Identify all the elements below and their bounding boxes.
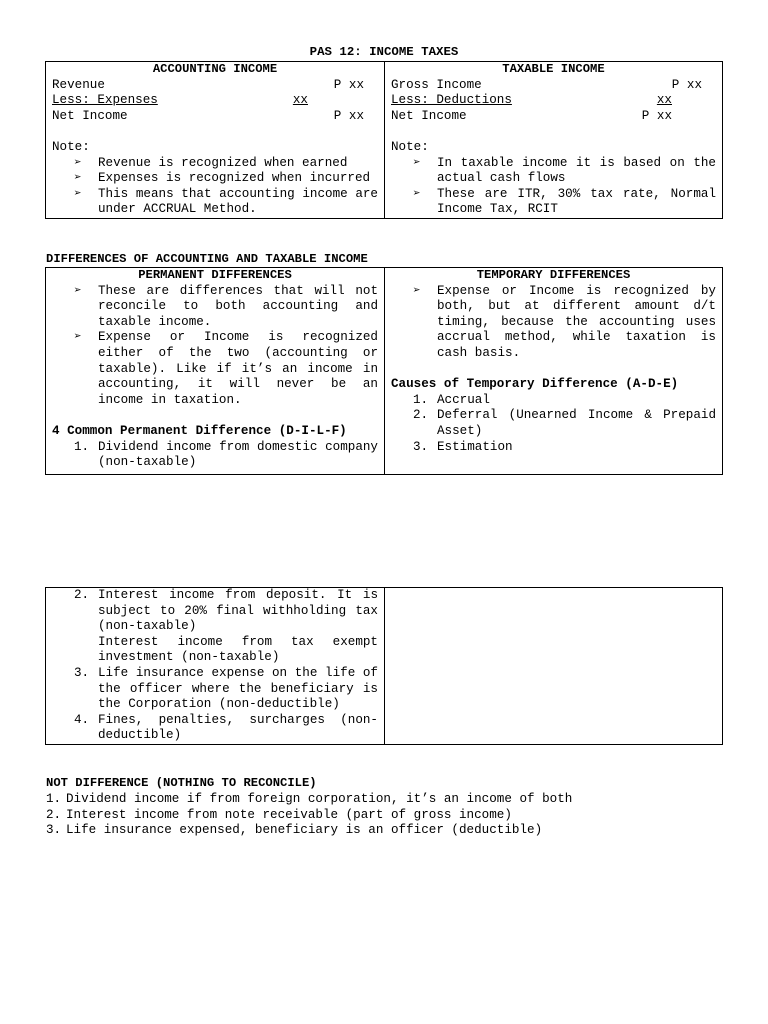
list-item: ➢ In taxable income it is based on the actual cash flows <box>413 155 716 186</box>
row-amount: xx <box>656 93 672 108</box>
list-item: 4. Fines, penalties, surcharges (non-deductible) <box>74 712 378 743</box>
list-item: 1. Dividend income if from foreign corporation, it’s an income of both <box>46 792 573 806</box>
list-item: ➢ Expense or Income is recognized either of the two (accounting or taxable). Like if it’s an income in accounting, it will never be an income in taxation. <box>74 330 378 407</box>
row-label: Net Income <box>391 108 467 123</box>
page-title: PAS 12: INCOME TAXES <box>309 45 459 59</box>
row-label: Less: Expenses <box>52 93 158 108</box>
less-expenses-row <box>52 93 308 109</box>
arrow-bullet-icon: ➢ <box>74 283 82 298</box>
less-deductions-row <box>391 93 672 109</box>
list-item: ➢ Expenses is recognized when incurred <box>74 171 371 186</box>
taxable-income-cell <box>385 62 723 219</box>
arrow-bullet-icon: ➢ <box>413 186 421 201</box>
accounting-income-cell <box>46 62 385 219</box>
row-amount: xx <box>292 93 308 108</box>
not-difference-title: NOT DIFFERENCE (NOTHING TO RECONCILE) <box>46 776 317 790</box>
permanent-differences-header: PERMANENT DIFFERENCES <box>138 268 292 282</box>
list-item: 3. Life insurance expense on the life of the officer where the beneficiary is the Corporation (non-deductible) <box>74 665 378 712</box>
arrow-bullet-icon: ➢ <box>413 155 421 170</box>
row-amount: P xx <box>671 77 702 92</box>
arrow-bullet-icon: ➢ <box>74 330 82 345</box>
list-item: ➢ This means that accounting income are under ACCRUAL Method. <box>74 186 378 217</box>
permanent-differences-cell <box>46 268 385 475</box>
net-income-row <box>52 109 378 125</box>
permanent-bullets <box>52 284 378 409</box>
temporary-items <box>391 393 716 455</box>
arrow-bullet-icon: ➢ <box>74 186 82 201</box>
row-amount: P xx <box>333 77 364 92</box>
row-label: Less: Deductions <box>391 93 512 108</box>
list-item: 3. Life insurance expensed, beneficiary is an officer (deductible) <box>46 823 543 838</box>
income-table <box>45 61 723 219</box>
permanent-continuation-table <box>45 587 723 745</box>
accounting-income-header: ACCOUNTING INCOME <box>152 62 278 76</box>
list-item: ➢ These are ITR, 30% tax rate, Normal Income Tax, RCIT <box>413 186 716 217</box>
row-label: Revenue <box>52 77 105 92</box>
differences-table <box>45 267 723 475</box>
list-item: ➢ These are differences that will not reconcile to both accounting and taxable income. <box>74 283 378 329</box>
list-item: ➢ Revenue is recognized when earned <box>74 155 348 170</box>
taxable-notes-list <box>391 156 716 218</box>
arrow-bullet-icon: ➢ <box>74 155 82 170</box>
accounting-notes-list <box>52 156 378 218</box>
empty-cell <box>385 588 723 745</box>
list-item: 1. Dividend income from domestic company (non-taxable) <box>74 439 378 470</box>
differences-section-title: DIFFERENCES OF ACCOUNTING AND TAXABLE INCOME <box>46 252 368 266</box>
temporary-bullets <box>391 284 716 362</box>
arrow-bullet-icon: ➢ <box>74 171 82 186</box>
net-income-row <box>391 109 686 125</box>
permanent-subheading: 4 Common Permanent Difference (D-I-L-F) <box>52 423 347 438</box>
revenue-row <box>52 78 378 94</box>
note-label: Note: <box>52 139 90 154</box>
permanent-items <box>52 440 378 471</box>
row-label: Net Income <box>52 108 128 123</box>
not-difference-list <box>46 792 572 839</box>
permanent-items-continued <box>52 588 378 744</box>
gross-income-row <box>391 78 716 94</box>
permanent-continuation-cell <box>46 588 385 745</box>
list-item: ➢ Expense or Income is recognized by both, but at different amount d/t timing, because the accounting uses accrual method, while taxation is cash basis. <box>413 283 716 360</box>
temporary-differences-cell <box>385 268 723 475</box>
arrow-bullet-icon: ➢ <box>413 283 421 298</box>
list-item: 1. Accrual <box>413 392 490 407</box>
row-amount: P xx <box>641 108 672 123</box>
list-item: 2. Deferral (Unearned Income & Prepaid Asset) <box>413 408 716 438</box>
temporary-subheading: Causes of Temporary Difference (A-D-E) <box>391 377 679 392</box>
list-item: 2. Interest income from note receivable (part of gross income) <box>46 807 512 822</box>
list-item: 3. Estimation <box>413 439 513 454</box>
row-label: Gross Income <box>391 77 482 92</box>
row-amount: P xx <box>333 108 364 123</box>
list-item: Interest income from tax exempt investment (non-taxable) <box>98 634 378 665</box>
note-label: Note: <box>391 139 429 154</box>
temporary-differences-header: TEMPORARY DIFFERENCES <box>476 268 631 282</box>
taxable-income-header: TAXABLE INCOME <box>502 62 605 76</box>
list-item: 2. Interest income from deposit. It is subject to 20% final withholding tax (non-taxable) <box>74 588 378 634</box>
